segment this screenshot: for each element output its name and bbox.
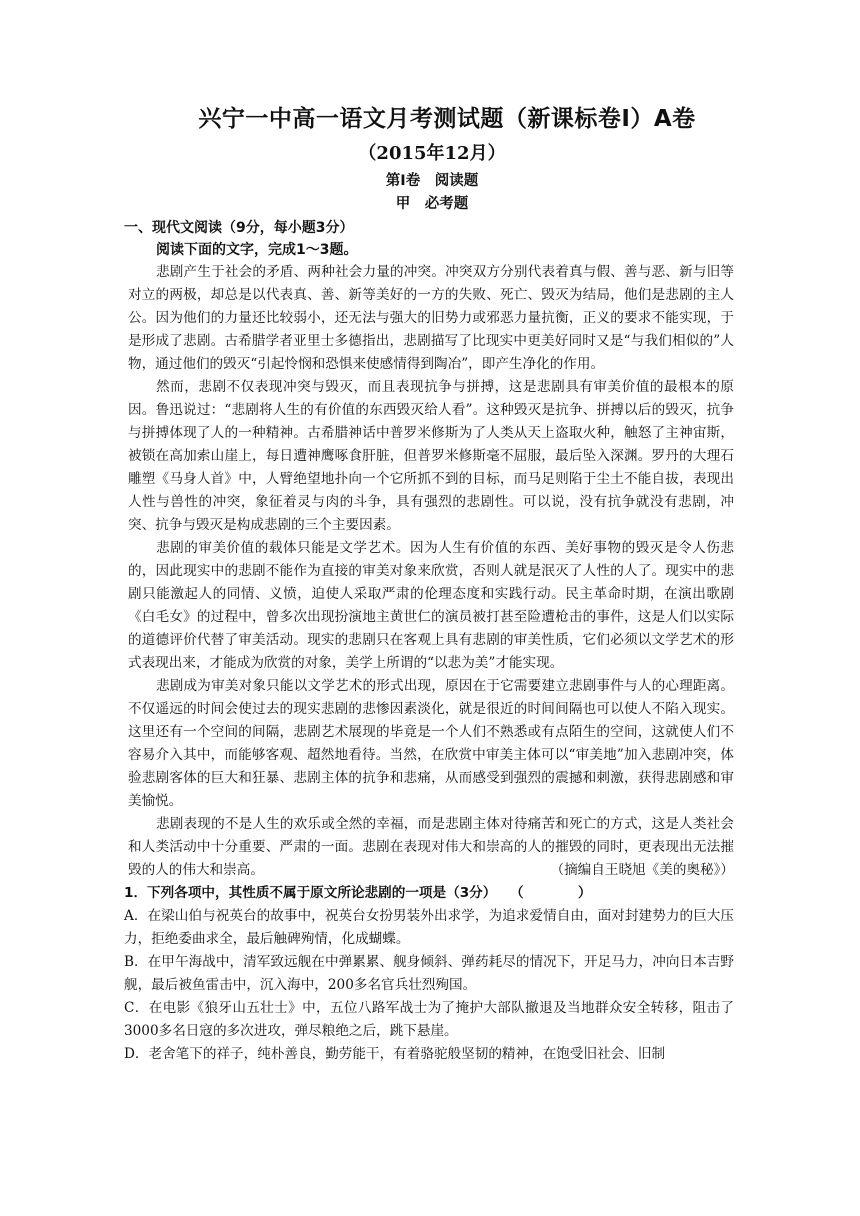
- exam-date: （2015年12月）: [358, 143, 506, 164]
- question-1-option-b: B．在甲午海战中，清军致远舰在中弹累累、舰身倾斜、弹药耗尽的情况下，开足马力，冲向日本吉野舰，最后被鱼雷击中，沉入海中，200多名官兵壮烈殉国。: [124, 954, 734, 993]
- exam-page: [124, 100, 734, 1066]
- exam-title: 兴宁一中高一语文月考测试题（新课标卷Ⅰ）A卷: [198, 106, 696, 132]
- passage-paragraph-1: 悲剧产生于社会的矛盾、两种社会力量的冲突。冲突双方分别代表着真与假、善与恶、新与旧等对立的两极，却总是以代表真、善、新等美好的一方的失败、死亡、毁灭为结局，他们是悲剧的主人公。因为他们的力量还比较弱小，还无法与强大的旧势力或邪恶力量抗衡，正义的要求不能实现，于是形成了悲剧。古希腊学者亚里士多德指出，悲剧描写了比现实中更美好同时又是“与我们相似的”人物，通过他们的毁灭“引起怜悯和恐惧来使感情得到陶冶”，即产生净化的作用。: [128, 264, 734, 372]
- required-section-heading: 甲 必考题: [395, 196, 469, 212]
- passage-source: （摘编自王晓旭《美的奥秘》）: [550, 862, 734, 878]
- passage-paragraph-5: [128, 813, 734, 882]
- passage-paragraph-3: 悲剧的审美价值的载体只能是文学艺术。因为人生有价值的东西、美好事物的毁灭是令人伤悲的，因此现实中的悲剧不能作为直接的审美对象来欣赏，否则人就是泯灭了人性的人了。现实中的悲剧只能激起人的同情、义愤，迫使人采取严肃的伦理态度和实践行动。民主革命时期，在演出歌剧《白毛女》的过程中，曾多次出现扮演地主黄世仁的演员被打甚至险遭枪击的事件，这是人们以实际的道德评价代替了审美活动。现实的悲剧只在客观上具有悲剧的审美性质，它们必须以文学艺术的形式表现出来，才能成为欣赏的对象，美学上所谓的“以悲为美”才能实现。: [128, 540, 734, 671]
- question-1-option-a: A．在梁山伯与祝英台的故事中，祝英台女扮男装外出求学，为追求爱情自由，面对封建势力的巨大压力，拒绝委曲求全，最后触碑殉情，化成蝴蝶。: [124, 908, 734, 947]
- question-1-stem: 1．下列各项中，其性质不属于原文所论悲剧的一项是（3分） （ ）: [124, 885, 592, 901]
- reading-instruction: 阅读下面的文字，完成1～3题。: [156, 242, 358, 258]
- passage-paragraph-2: 然而，悲剧不仅表现冲突与毁灭，而且表现抗争与拼搏，这是悲剧具有审美价值的最根本的原因。鲁迅说过：“悲剧将人生的有价值的东西毁灭给人看”。这种毁灭是抗争、拼搏以后的毁灭，抗争与拼搏体现了人的一种精神。古希腊神话中普罗米修斯为了人类从天上盗取火种，触怒了主神宙斯，被锁在高加索山崖上，每日遭神鹰啄食肝脏，但普罗米修斯毫不屈服，最后坠入深渊。罗丹的大理石雕塑《马身人首》中，人臂绝望地扑向一个它所抓不到的目标，而马足则陷于尘土不能自拔，表现出人性与兽性的冲突，象征着灵与肉的斗争，具有强烈的悲剧性。可以说，没有抗争就没有悲剧，冲突、抗争与毁灭是构成悲剧的三个主要因素。: [128, 379, 734, 533]
- volume-heading: 第Ⅰ卷 阅读题: [385, 173, 479, 189]
- section-heading: 一、现代文阅读（9分，每小题3分）: [124, 220, 354, 236]
- question-1-option-d: D．老舍笔下的祥子，纯朴善良，勤劳能干，有着骆驼般坚韧的精神，在饱受旧社会、旧制: [124, 1046, 666, 1062]
- question-1-option-c: C．在电影《狼牙山五壮士》中，五位八路军战士为了掩护大部队撤退及当地群众安全转移，阻击了3000多名日寇的多次进攻，弹尽粮绝之后，跳下悬崖。: [124, 1000, 734, 1039]
- passage-paragraph-5-text: 悲剧表现的不是人生的欢乐或全然的幸福，而是悲剧主体对待痛苦和死亡的方式，这是人类社会和人类活动中十分重要、严肃的一面。悲剧在表现对伟大和崇高的人的摧毁的同时，更表现出无法摧毁的人的伟大和崇高。: [128, 816, 734, 878]
- content: [124, 217, 734, 1066]
- passage-paragraph-4: 悲剧成为审美对象只能以文学艺术的形式出现，原因在于它需要建立悲剧事件与人的心理距离。不仅遥远的时间会使过去的现实悲剧的悲惨因素淡化，就是很近的时间间隔也可以使人不陷入现实。这里还有一个空间的间隔，悲剧艺术展现的毕竟是一个人们不熟悉或有点陌生的空间，这就使人们不容易介入其中，而能够客观、超然地看待。当然，在欣赏中审美主体可以“审美地”加入悲剧冲突，体验悲剧客体的巨大和狂暴、悲剧主体的抗争和悲痛，从而感受到强烈的震撼和刺激，获得悲剧感和审美愉悦。: [128, 678, 734, 809]
